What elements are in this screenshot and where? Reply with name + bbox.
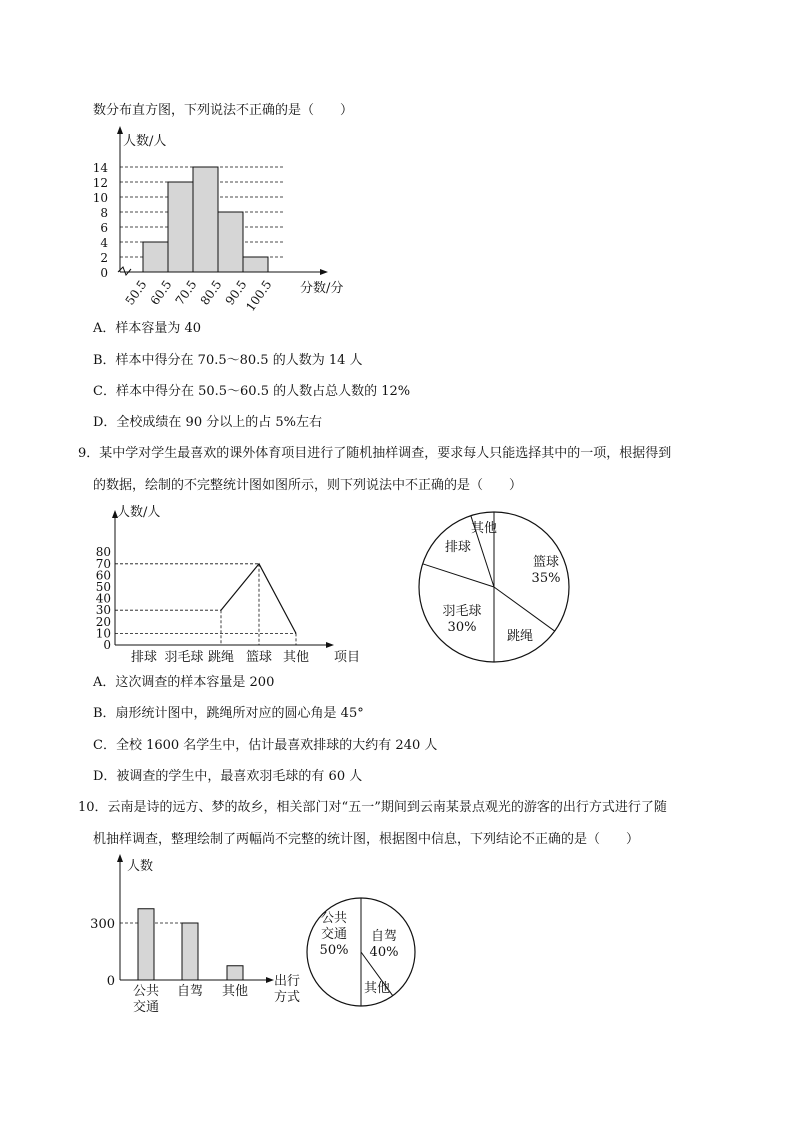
y-tick-label: 14	[92, 161, 108, 175]
y-tick-label: 10	[95, 626, 111, 641]
q8-option-c: C．样本中得分在 50.5～60.5 的人数占总人数的 12%	[93, 384, 411, 399]
x-axis-label: 分数/分	[300, 281, 344, 296]
y-tick-label: 12	[92, 176, 108, 190]
x-tick-label: 公共	[132, 984, 160, 999]
pie-slice-label: 公共	[320, 911, 348, 926]
y-axis-label: 人数	[127, 859, 154, 874]
y-tick-label: 80	[95, 545, 111, 560]
y-tick-label: 30	[95, 603, 111, 618]
q9-option-d: D．被调查的学生中，最喜欢羽毛球的有 60 人	[93, 769, 363, 784]
pie-slice-label: 篮球	[532, 555, 560, 570]
pie-slice-label: 羽毛球	[442, 604, 482, 619]
x-tick-label: 50.5	[122, 277, 150, 308]
y-axis-label: 人数/人	[123, 134, 167, 149]
x-axis-label: 方式	[273, 990, 301, 1005]
q9-option-a: A．这次调查的样本容量是 200	[93, 675, 275, 690]
x-tick-label: 排球	[130, 650, 158, 665]
y-tick-label: 40	[95, 591, 111, 606]
pie-percent-label: 30%	[447, 620, 477, 635]
x-tick-label: 100.5	[243, 277, 275, 314]
x-tick-label: 自驾	[176, 984, 204, 999]
pie-slice-label: 其他	[363, 981, 391, 996]
y-tick-label: 10	[92, 191, 108, 205]
q9-stem-line2: 的数据，绘制的不完整统计图如图所示，则下列说法中不正确的是（ ）	[93, 478, 523, 493]
q9-stem-line1: 9．某中学对学生最喜欢的课外体育项目进行了随机抽样调查，要求每人只能选择其中的一项，根据得到	[78, 446, 672, 461]
pie-slice-label: 跳绳	[506, 629, 534, 644]
y-tick-label: 2	[100, 251, 108, 265]
y-tick-label: 4	[100, 236, 108, 250]
x-tick-label: 80.5	[197, 277, 225, 308]
x-tick-label: 篮球	[245, 650, 273, 665]
x-tick-label: 交通	[132, 1000, 160, 1015]
y-tick-label: 50	[95, 580, 111, 594]
y-tick-label: 0	[103, 638, 111, 652]
q10-stem-line2: 机抽样调查，整理绘制了两幅尚不完整的统计图，根据图中信息，下列结论不正确的是（ ）	[93, 832, 640, 847]
y-axis-label: 人数/人	[117, 505, 161, 520]
x-tick-label: 其他	[282, 650, 310, 665]
x-axis-label: 项目	[334, 650, 361, 665]
y-tick-label: 20	[95, 614, 111, 629]
pie-percent-label: 35%	[531, 571, 561, 586]
x-axis-label: 出行	[273, 974, 301, 989]
pie-slice-label: 排球	[444, 540, 472, 555]
y-tick-label: 0	[106, 974, 115, 989]
x-tick-label: 羽毛球	[164, 650, 204, 665]
pie-slice-label: 自驾	[370, 929, 398, 944]
x-tick-label: 其他	[221, 984, 249, 999]
y-tick-label: 8	[100, 206, 108, 220]
y-tick-label: 70	[95, 556, 111, 571]
x-tick-label: 跳绳	[207, 650, 235, 665]
q10-stem-line1: 10．云南是诗的远方、梦的故乡，相关部门对“五一”期间到云南某景点观光的游客的出行方式进行了随	[78, 800, 667, 815]
x-tick-label: 90.5	[222, 277, 250, 308]
q8-stem: 数分布直方图，下列说法不正确的是（ ）	[93, 103, 354, 118]
pie-percent-label: 40%	[369, 945, 399, 960]
q8-option-d: D．全校成绩在 90 分以上的占 5%左右	[93, 415, 322, 430]
pie-slice-label: 其他	[470, 521, 498, 536]
y-tick-label: 6	[100, 221, 108, 235]
q8-option-a: A．样本容量为 40	[93, 321, 202, 336]
x-tick-label: 60.5	[147, 277, 175, 308]
x-tick-label: 70.5	[172, 277, 200, 308]
q9-option-c: C．全校 1600 名学生中，估计最喜欢排球的大约有 240 人	[93, 738, 438, 753]
y-tick-label: 300	[90, 917, 115, 932]
q9-option-b: B．扇形统计图中，跳绳所对应的圆心角是 45°	[93, 706, 364, 721]
y-tick-label: 0	[100, 266, 108, 280]
pie-slice-label: 交通	[320, 927, 348, 942]
q8-option-b: B．样本中得分在 70.5～80.5 的人数为 14 人	[93, 353, 363, 368]
y-tick-label: 60	[95, 568, 111, 583]
pie-percent-label: 50%	[319, 943, 349, 958]
